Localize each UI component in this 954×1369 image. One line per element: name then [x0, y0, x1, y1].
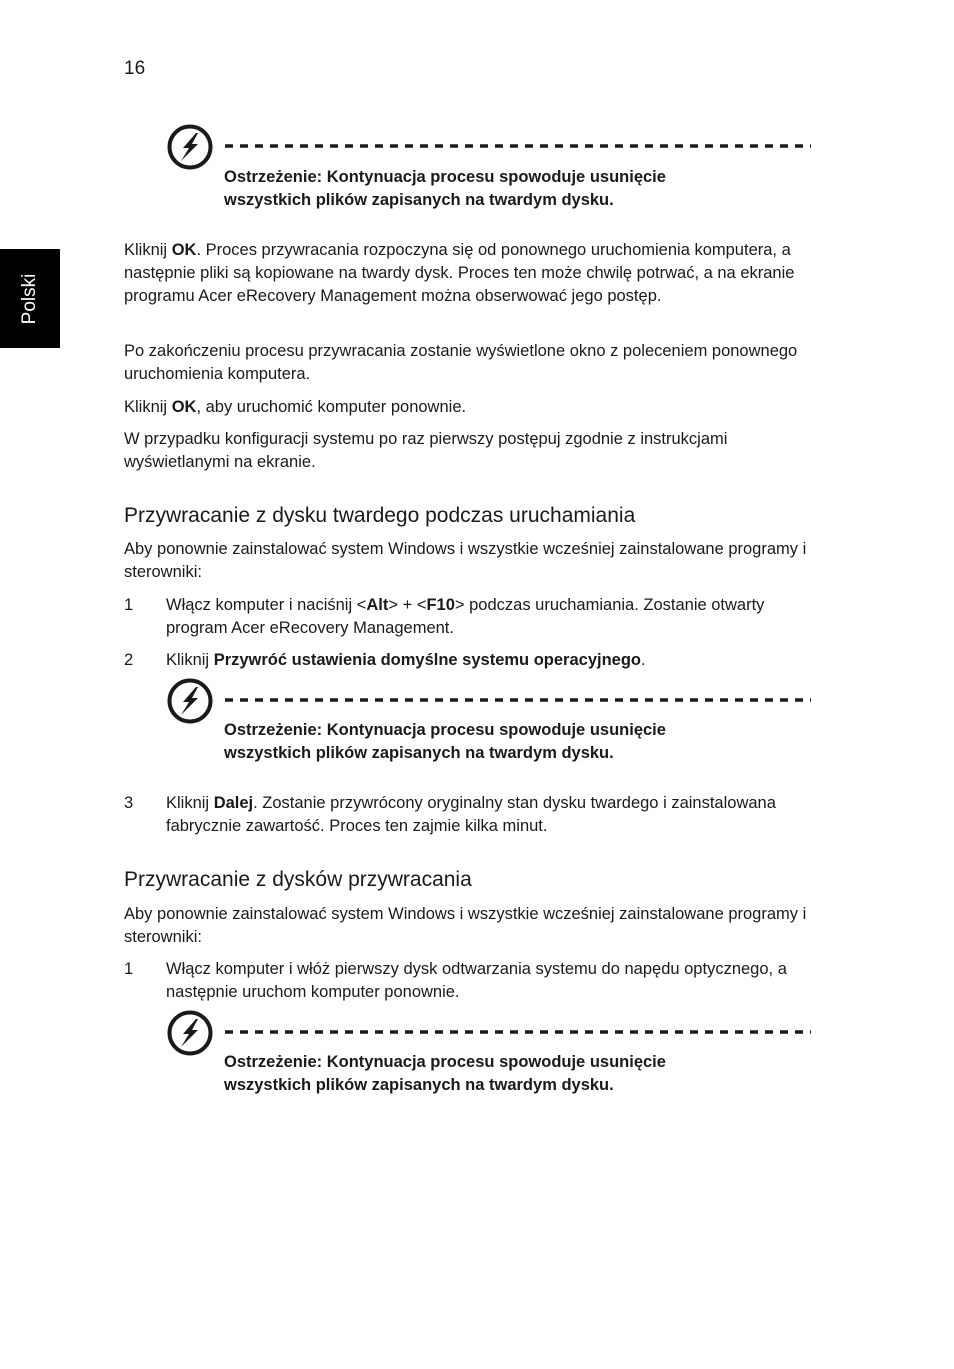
step-number: 1	[124, 596, 134, 614]
intro-paragraph-4: W przypadku konfiguracji systemu po raz pierwszy postępuj zgodnie z instrukcjami wyświetlanymi na ekranie.	[124, 430, 728, 471]
section-heading-recovery-discs: Przywracanie z dysków przywracania	[124, 868, 472, 891]
section-heading-hard-disk: Przywracanie z dysku twardego podczas uruchamiania	[124, 504, 636, 527]
warning-text	[224, 719, 814, 765]
warning-icon	[167, 124, 213, 170]
warning-icon	[167, 678, 213, 724]
text-run: .	[641, 651, 646, 669]
step-1-text	[166, 594, 814, 640]
text-run: . Zostanie przywrócony oryginalny stan dysku twardego i zainstalowana fabrycznie zawartość. Proces ten zajmie kilka minut.	[166, 794, 776, 835]
text-run: Kliknij	[124, 241, 172, 259]
warning-divider	[225, 698, 811, 702]
intro-paragraph-1	[124, 239, 814, 308]
warning-text-line2: wszystkich plików zapisanych na twardym dysku.	[224, 744, 614, 762]
warning-text-line1: Ostrzeżenie: Kontynuacja procesu spowoduje usunięcie	[224, 721, 666, 739]
warning-text	[224, 166, 814, 212]
restore-defaults-term: Przywróć ustawienia domyślne systemu operacyjnego	[213, 651, 642, 669]
next-term: Dalej	[213, 794, 254, 812]
step-number: 3	[124, 794, 134, 812]
warning-text-line2: wszystkich plików zapisanych na twardym dysku.	[224, 191, 614, 209]
warning-divider	[225, 1030, 811, 1034]
ok-term: OK	[171, 241, 197, 259]
section2-lead: Aby ponownie zainstalować system Windows i wszystkie wcześniej zainstalowane programy i sterowniki:	[124, 905, 807, 946]
page-number: 16	[124, 58, 146, 79]
warning-text-line2: wszystkich plików zapisanych na twardym dysku.	[224, 1076, 614, 1094]
warning-icon	[167, 1010, 213, 1056]
language-side-tab-label: Polski	[19, 273, 40, 324]
section1-lead: Aby ponownie zainstalować system Windows i wszystkie wcześniej zainstalowane programy i sterowniki:	[124, 540, 807, 581]
warning-text	[224, 1051, 814, 1097]
intro-paragraph-2: Po zakończeniu procesu przywracania zostanie wyświetlone okno z poleceniem ponownego uruchomienia komputera.	[124, 342, 798, 383]
ok-term: OK	[171, 398, 197, 416]
warning-text-line1: Ostrzeżenie: Kontynuacja procesu spowoduje usunięcie	[224, 168, 666, 186]
step-2-text	[166, 649, 814, 672]
warning-divider	[225, 144, 811, 148]
text-run: Kliknij	[166, 651, 214, 669]
key-f10: F10	[426, 596, 455, 614]
text-run: > + <	[388, 596, 427, 614]
language-side-tab	[0, 249, 60, 348]
text-run: . Proces przywracania rozpoczyna się od ponownego uruchomienia komputera, a następnie pliki są kopiowane na twardy dysk. Proces ten może chwilę potrwać, a na ekranie programu Acer eRecovery Management można obserwować jego postęp.	[124, 241, 795, 305]
warning-text-line1: Ostrzeżenie: Kontynuacja procesu spowoduje usunięcie	[224, 1053, 666, 1071]
key-alt: Alt	[366, 596, 389, 614]
text-run: > podczas uruchamiania. Zostanie otwarty program Acer eRecovery Management.	[166, 596, 765, 637]
text-run: Kliknij	[166, 794, 214, 812]
step-number: 2	[124, 651, 134, 669]
step-3-text	[166, 792, 814, 838]
text-run: , aby uruchomić komputer ponownie.	[196, 398, 467, 416]
step-number: 1	[124, 960, 134, 978]
text-run: Włącz komputer i naciśnij <	[166, 596, 367, 614]
text-run: Kliknij	[124, 398, 172, 416]
intro-paragraph-3	[124, 396, 814, 419]
step-1-text: Włącz komputer i włóż pierwszy dysk odtwarzania systemu do napędu optycznego, a następnie uruchom komputer ponownie.	[166, 960, 787, 1001]
